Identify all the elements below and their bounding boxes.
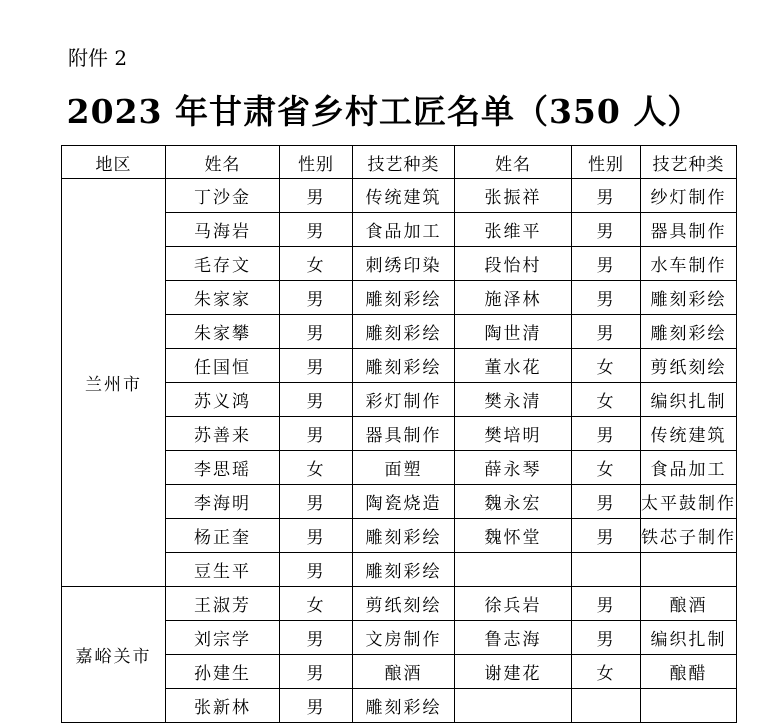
- person-name-cell: 张新林: [166, 689, 280, 723]
- craft-type-cell: 雕刻彩绘: [353, 519, 455, 553]
- gender-cell: 男: [572, 179, 641, 213]
- gender-cell: 男: [572, 519, 641, 553]
- craft-type-cell: 酿酒: [353, 655, 455, 689]
- gender-cell: 男: [572, 417, 641, 451]
- craft-type-cell: 纱灯制作: [641, 179, 737, 213]
- gender-cell: 男: [280, 553, 353, 587]
- gender-cell: 男: [572, 281, 641, 315]
- person-name-cell: 樊永清: [455, 383, 572, 417]
- person-name-cell: 苏义鸿: [166, 383, 280, 417]
- person-name-cell: 王淑芳: [166, 587, 280, 621]
- craft-type-cell: 食品加工: [641, 451, 737, 485]
- person-name-cell: 朱家攀: [166, 315, 280, 349]
- gender-cell: [572, 553, 641, 587]
- gender-cell: 女: [572, 451, 641, 485]
- gender-cell: 男: [572, 621, 641, 655]
- craft-type-cell: 雕刻彩绘: [353, 689, 455, 723]
- gender-cell: 男: [280, 281, 353, 315]
- craft-type-cell: 太平鼓制作: [641, 485, 737, 519]
- gender-cell: 男: [280, 179, 353, 213]
- craft-type-cell: [641, 553, 737, 587]
- craft-type-cell: 剪纸刻绘: [353, 587, 455, 621]
- gender-cell: 男: [280, 417, 353, 451]
- artisan-table: [61, 145, 737, 723]
- person-name-cell: 董水花: [455, 349, 572, 383]
- person-name-cell: 孙建生: [166, 655, 280, 689]
- craft-type-cell: 雕刻彩绘: [353, 349, 455, 383]
- gender-cell: 男: [280, 655, 353, 689]
- region-cell: 嘉峪关市: [62, 587, 166, 723]
- person-name-cell: 张维平: [455, 213, 572, 247]
- craft-type-cell: [641, 689, 737, 723]
- header-craft: 技艺种类: [641, 146, 737, 179]
- gender-cell: 男: [280, 349, 353, 383]
- person-name-cell: 豆生平: [166, 553, 280, 587]
- craft-type-cell: 铁芯子制作: [641, 519, 737, 553]
- gender-cell: 男: [280, 315, 353, 349]
- gender-cell: 女: [572, 655, 641, 689]
- table-row: [62, 179, 737, 213]
- person-name-cell: 张振祥: [455, 179, 572, 213]
- header-row: [62, 146, 737, 179]
- person-name-cell: 薛永琴: [455, 451, 572, 485]
- craft-type-cell: 雕刻彩绘: [641, 281, 737, 315]
- craft-type-cell: 雕刻彩绘: [353, 553, 455, 587]
- gender-cell: 男: [572, 213, 641, 247]
- document-title: 2023 年甘肃省乡村工匠名单（350 人）: [66, 92, 702, 131]
- person-name-cell: 施泽林: [455, 281, 572, 315]
- craft-type-cell: 编织扎制: [641, 383, 737, 417]
- person-name-cell: 樊培明: [455, 417, 572, 451]
- craft-type-cell: 刺绣印染: [353, 247, 455, 281]
- gender-cell: 男: [280, 383, 353, 417]
- person-name-cell: 朱家家: [166, 281, 280, 315]
- gender-cell: 女: [280, 587, 353, 621]
- gender-cell: 男: [572, 587, 641, 621]
- craft-type-cell: 水车制作: [641, 247, 737, 281]
- person-name-cell: [455, 553, 572, 587]
- craft-type-cell: 文房制作: [353, 621, 455, 655]
- craft-type-cell: 传统建筑: [353, 179, 455, 213]
- person-name-cell: 魏怀堂: [455, 519, 572, 553]
- craft-type-cell: 酿酒: [641, 587, 737, 621]
- gender-cell: 女: [572, 383, 641, 417]
- craft-type-cell: 酿醋: [641, 655, 737, 689]
- person-name-cell: 毛存文: [166, 247, 280, 281]
- person-name-cell: 刘宗学: [166, 621, 280, 655]
- gender-cell: 男: [280, 485, 353, 519]
- header-name: 姓名: [455, 146, 572, 179]
- person-name-cell: 徐兵岩: [455, 587, 572, 621]
- person-name-cell: 谢建花: [455, 655, 572, 689]
- craft-type-cell: 雕刻彩绘: [353, 281, 455, 315]
- craft-type-cell: 雕刻彩绘: [353, 315, 455, 349]
- gender-cell: 男: [572, 315, 641, 349]
- person-name-cell: 李海明: [166, 485, 280, 519]
- header-gender: 性别: [280, 146, 353, 179]
- person-name-cell: 苏善来: [166, 417, 280, 451]
- craft-type-cell: 器具制作: [641, 213, 737, 247]
- gender-cell: 男: [280, 621, 353, 655]
- person-name-cell: 魏永宏: [455, 485, 572, 519]
- person-name-cell: 陶世清: [455, 315, 572, 349]
- craft-type-cell: 器具制作: [353, 417, 455, 451]
- region-cell: 兰州市: [62, 179, 166, 587]
- gender-cell: 女: [280, 247, 353, 281]
- craft-type-cell: 彩灯制作: [353, 383, 455, 417]
- table-body: [62, 179, 737, 723]
- craft-type-cell: 陶瓷烧造: [353, 485, 455, 519]
- gender-cell: 男: [280, 519, 353, 553]
- header-gender: 性别: [572, 146, 641, 179]
- gender-cell: 男: [280, 689, 353, 723]
- person-name-cell: [455, 689, 572, 723]
- craft-type-cell: 编织扎制: [641, 621, 737, 655]
- header-craft: 技艺种类: [353, 146, 455, 179]
- craft-type-cell: 剪纸刻绘: [641, 349, 737, 383]
- gender-cell: 男: [572, 247, 641, 281]
- person-name-cell: 丁沙金: [166, 179, 280, 213]
- person-name-cell: 任国恒: [166, 349, 280, 383]
- table-row: [62, 587, 737, 621]
- person-name-cell: 李思瑶: [166, 451, 280, 485]
- person-name-cell: 马海岩: [166, 213, 280, 247]
- gender-cell: 女: [572, 349, 641, 383]
- attachment-label: 附件 2: [68, 46, 128, 70]
- person-name-cell: 鲁志海: [455, 621, 572, 655]
- craft-type-cell: 雕刻彩绘: [641, 315, 737, 349]
- gender-cell: [572, 689, 641, 723]
- header-name: 姓名: [166, 146, 280, 179]
- header-region: 地区: [62, 146, 166, 179]
- gender-cell: 男: [280, 213, 353, 247]
- craft-type-cell: 面塑: [353, 451, 455, 485]
- craft-type-cell: 传统建筑: [641, 417, 737, 451]
- person-name-cell: 段怡村: [455, 247, 572, 281]
- person-name-cell: 杨正奎: [166, 519, 280, 553]
- gender-cell: 男: [572, 485, 641, 519]
- craft-type-cell: 食品加工: [353, 213, 455, 247]
- gender-cell: 女: [280, 451, 353, 485]
